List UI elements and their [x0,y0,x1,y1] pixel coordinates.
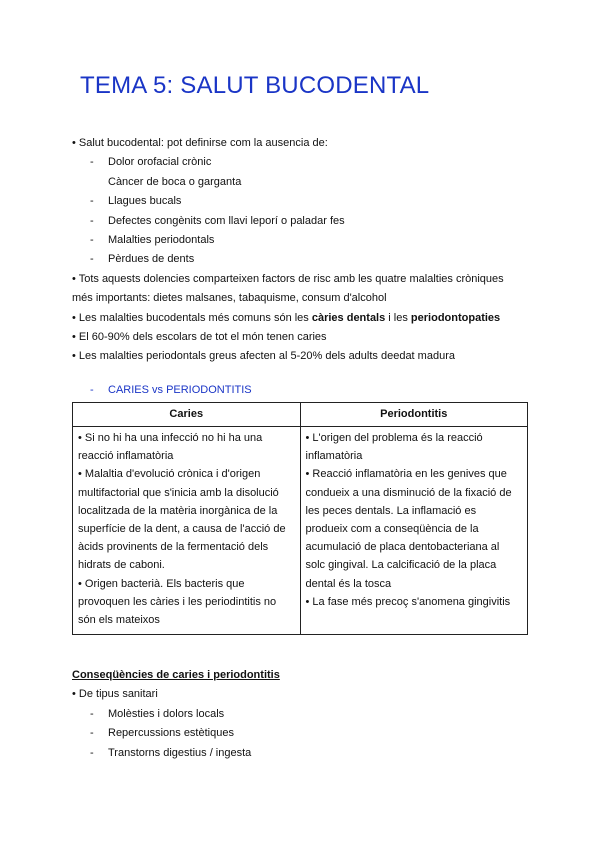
list-dash: - [90,214,94,227]
cell-line: multifactorial que s'inicia amb la disolució [78,486,279,499]
list-dash: - [90,156,94,169]
list-item-text: Molèsties i dolors locals [108,707,225,720]
cell-line: • Reacció inflamatòria en les genives que [305,468,507,481]
list-item [72,724,542,743]
intro-section [72,134,542,367]
consequences-heading: Conseqüències de caries i periodontitis [72,669,280,681]
intro-lead: • Salut bucodental: pot definirse com la ausencia de: [72,137,328,149]
section-label [72,381,542,400]
point-2-connector: i les [385,311,411,324]
point-3: • El 60-90% dels escolars de tot el món tenen caries [72,330,327,343]
cell-line: • Origen bacterià. Els bacteris que [78,577,245,590]
list-item [72,705,542,724]
table-row [73,427,528,635]
comparison-table [72,402,528,635]
list-item-text: Dolor orofacial crònic [108,156,212,169]
list-item-text: Repercussions estètiques [108,727,234,740]
point-2-bold-perio: periodontopaties [410,311,501,324]
list-item [72,744,542,763]
list-item [72,153,542,172]
periodontitis-cell [300,427,528,635]
cell-line: àcids provinents de la fermentació dels [78,541,269,554]
list-item [72,173,542,192]
section-dash: - [90,384,94,396]
list-dash: - [90,746,94,759]
cell-line: reacció inflamatòria [78,450,174,463]
cell-line: superfície de la dent, a causa de l'acció de [78,523,286,536]
table-header-periodontitis: Periodontitis [300,403,528,427]
point-1-line-1: • Tots aquests dolencies comparteixen factors de risc amb les quatre malalties cròniques [72,272,504,285]
cell-line: • Si no hi ha una infecció no hi ha una [78,432,263,444]
list-item [72,192,542,211]
point-2 [72,309,542,328]
list-item-text: Transtorns digestius / ingesta [108,746,252,759]
table-header-row [73,403,528,427]
list-item-text: Pèrdues de dents [108,253,195,266]
cell-line: • Malaltia d'evolució crònica i d'origen [78,468,261,481]
caries-cell [73,427,301,635]
list-item-text: Càncer de boca o garganta [108,175,242,188]
list-item-text: Malalties periodontals [108,233,215,246]
list-item [72,212,542,231]
cell-line: provoquen les càries i les periodintitis no [78,595,277,608]
list-item [72,231,542,250]
point-2-bold-caries: càries dentals [311,311,386,324]
cell-line: • La fase més precoç s'anomena gingivitis [305,595,511,608]
cell-line: produeix com a conseqüència de la [305,523,479,536]
cell-line: les peces dentals. La inflamació es [305,504,477,517]
list-dash: - [90,195,94,208]
list-dash: - [90,727,94,740]
list-dash: - [90,233,94,246]
cell-line: • L'origen del problema és la reacció [305,432,483,444]
point-2-text: • Les malalties bucodentals més comuns són les [72,311,312,324]
consequences-section [72,666,542,763]
cell-line: solc gingival. La calcificació de la placa [305,559,497,572]
list-dash: - [90,707,94,720]
cell-line: inflamatòria [305,450,363,463]
point-1-line-2: més importants: dietes malsanes, tabaquisme, consum d'alcohol [72,292,387,305]
list-item-text: Llagues bucals [108,195,182,208]
cell-line: hidrats de caboni. [78,559,165,572]
page-title: TEMA 5: SALUT BUCODENTAL [80,72,430,99]
list-item-text: Defectes congènits com llavi leporí o paladar fes [108,214,345,227]
cell-line: acumulació de placa dentobacteriana al [305,541,500,554]
section-title: CARIES vs PERIODONTITIS [108,384,252,396]
point-4: • Les malalties periodontals greus afecten al 5-20% dels adults deedat madura [72,350,455,363]
list-item [72,250,542,269]
consequences-lead: • De tipus sanitari [72,688,158,701]
cell-line: dental és la tosca [305,577,392,590]
cell-line: condueix a una disminució de la fixació de [305,486,512,499]
table-header-caries: Caries [73,403,301,427]
cell-line: localitzada de la matèria inorgànica de la [78,504,278,517]
cell-line: són els mateixos [78,614,160,627]
list-dash: - [90,253,94,266]
